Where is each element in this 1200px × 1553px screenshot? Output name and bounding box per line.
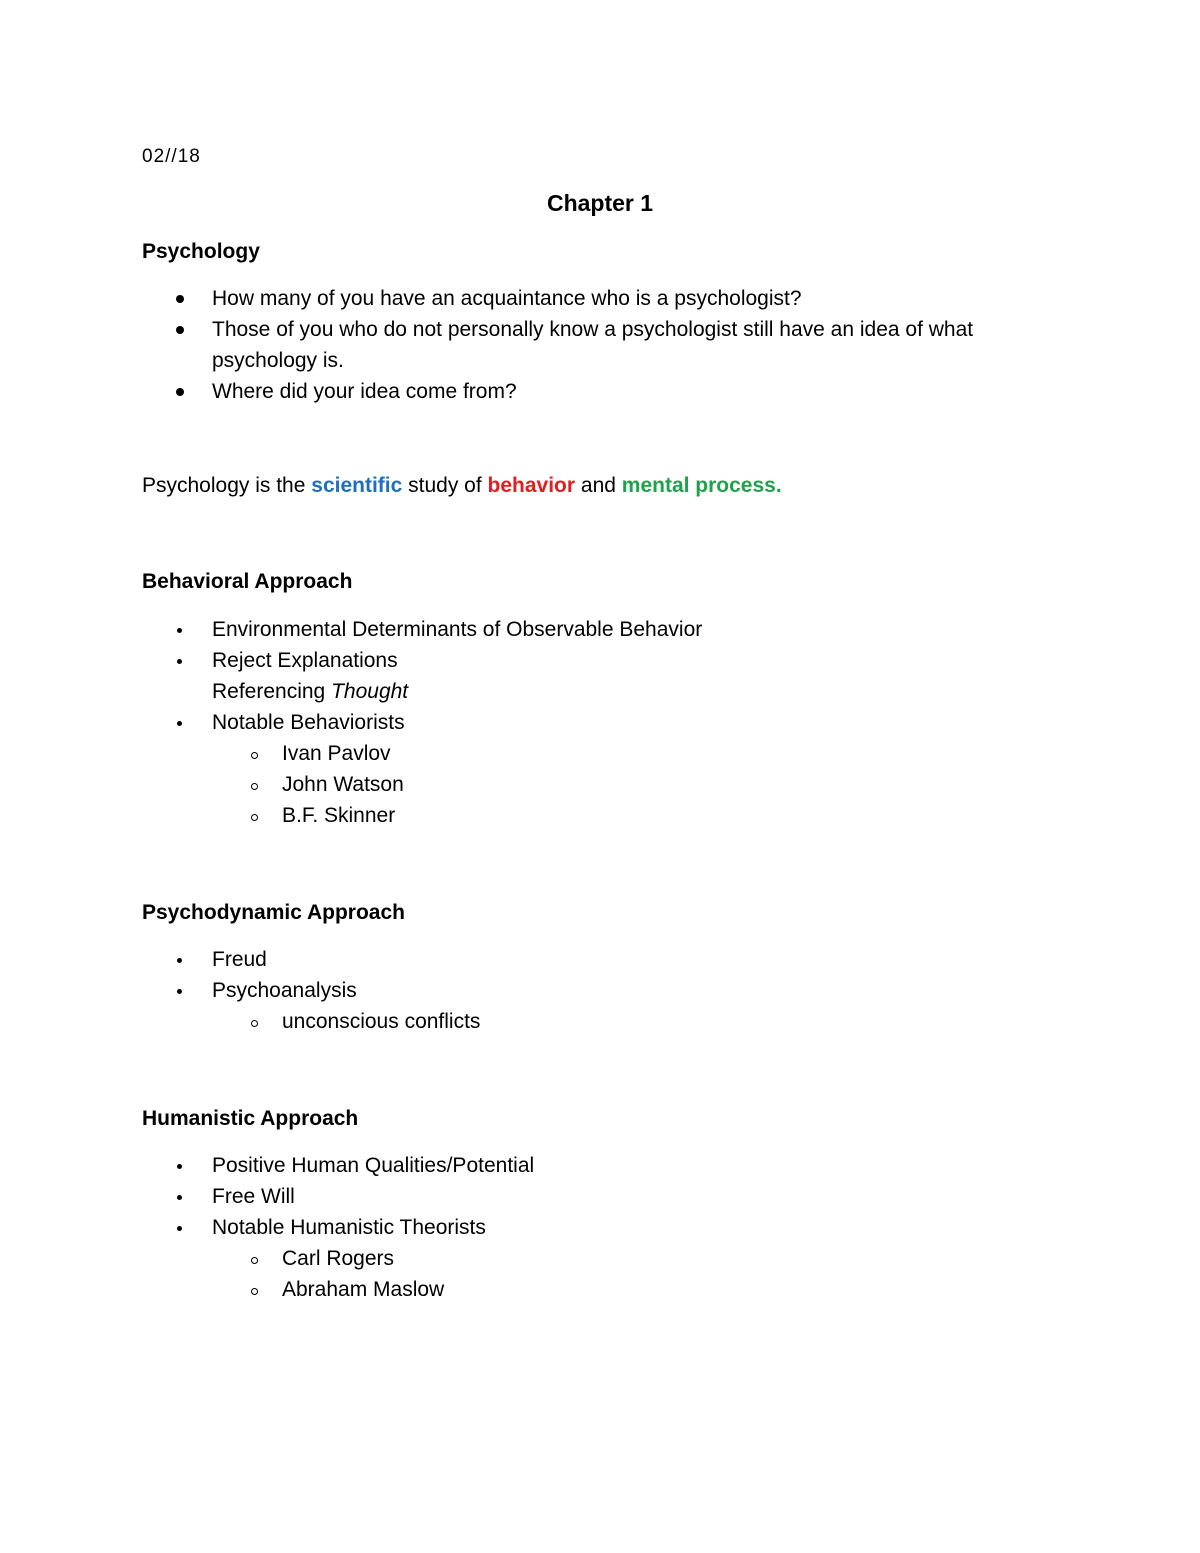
bullet-icon	[177, 659, 182, 664]
psychology-item-3: Where did your idea come from?	[212, 380, 517, 403]
humanistic-sub-1: Carl Rogers	[282, 1247, 395, 1270]
referencing-text: Referencing	[212, 680, 332, 703]
date-line: 02//18	[142, 146, 201, 167]
page-title: Chapter 1	[546, 190, 654, 216]
bullet-icon	[176, 295, 184, 303]
psychodynamic-sub-1: unconscious conflicts	[282, 1010, 481, 1033]
definition-period: .	[775, 474, 782, 497]
behavioral-sub-3: B.F. Skinner	[282, 804, 396, 827]
definition-text: study of	[402, 474, 488, 497]
bullet-icon	[177, 989, 182, 994]
bullet-icon	[177, 628, 182, 633]
definition-behavior: behavior	[487, 474, 576, 497]
psychology-definition	[142, 472, 782, 500]
humanistic-sub-2: Abraham Maslow	[282, 1278, 445, 1301]
behavioral-sub-2: John Watson	[282, 773, 404, 796]
sub-bullet-icon	[251, 752, 258, 759]
humanistic-item-3: Notable Humanistic Theorists	[212, 1216, 486, 1239]
behavioral-sub-1: Ivan Pavlov	[282, 742, 391, 765]
behavioral-item-2-continued	[212, 678, 408, 706]
bullet-icon	[177, 1164, 182, 1169]
sub-bullet-icon	[251, 814, 258, 821]
definition-text: Psychology is the	[142, 474, 312, 497]
humanistic-item-1: Positive Human Qualities/Potential	[212, 1154, 535, 1177]
bullet-icon	[177, 721, 182, 726]
sub-bullet-icon	[251, 1288, 258, 1295]
humanistic-heading: Humanistic Approach	[142, 1107, 359, 1130]
psychology-heading: Psychology	[142, 240, 260, 263]
sub-bullet-icon	[251, 783, 258, 790]
bullet-icon	[177, 1226, 182, 1231]
thought-text: Thought	[331, 680, 409, 703]
bullet-icon	[176, 326, 184, 334]
bullet-icon	[176, 388, 184, 396]
psychology-item-2-continued: psychology is.	[212, 349, 344, 372]
definition-scientific: scientific	[311, 474, 403, 497]
psychodynamic-heading: Psychodynamic Approach	[142, 901, 405, 924]
bullet-icon	[177, 958, 182, 963]
psychology-item-2: Those of you who do not personally know a psychologist still have an idea of what	[212, 318, 974, 341]
sub-bullet-icon	[251, 1257, 258, 1264]
definition-text: and	[575, 474, 622, 497]
bullet-icon	[177, 1195, 182, 1200]
humanistic-item-2: Free Will	[212, 1185, 295, 1208]
behavioral-item-2: Reject Explanations	[212, 649, 398, 672]
psychodynamic-item-2: Psychoanalysis	[212, 979, 357, 1002]
definition-mental-process: mental process	[621, 474, 776, 497]
behavioral-item-3: Notable Behaviorists	[212, 711, 405, 734]
behavioral-heading: Behavioral Approach	[142, 570, 353, 593]
psychology-item-1: How many of you have an acquaintance who is a psychologist?	[212, 287, 802, 310]
psychodynamic-item-1: Freud	[212, 948, 267, 971]
sub-bullet-icon	[251, 1020, 258, 1027]
behavioral-item-1: Environmental Determinants of Observable Behavior	[212, 618, 703, 641]
